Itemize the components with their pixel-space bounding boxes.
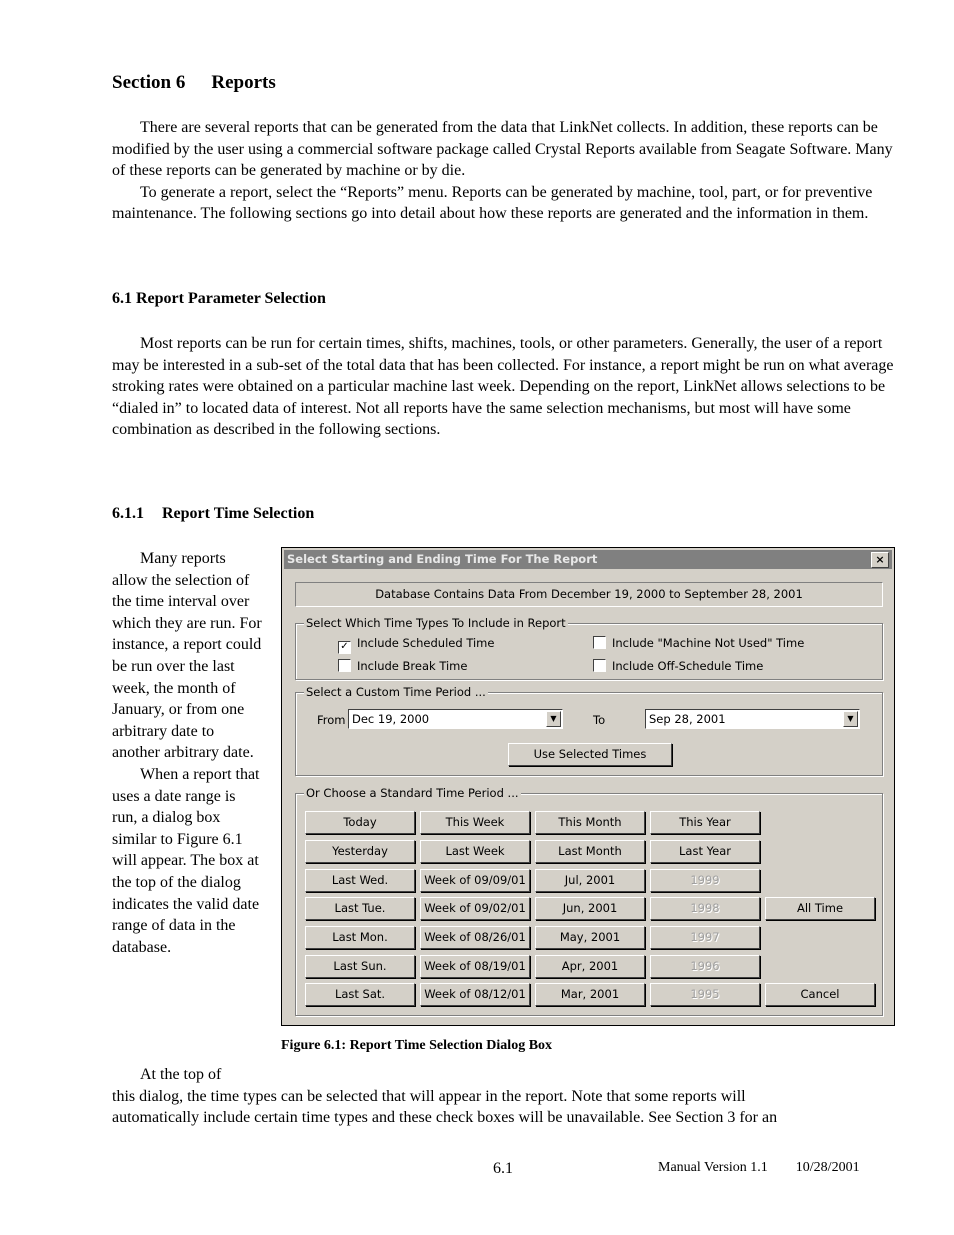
tail-line-2: this dialog, the time types can be selected that will appear in the report. Note that some reports will [112, 1087, 746, 1105]
checkbox-box [593, 636, 606, 649]
time-types-group [295, 616, 883, 680]
cancel-button[interactable]: Cancel [765, 983, 875, 1006]
period-button-col3-6[interactable]: Mar, 2001 [535, 983, 645, 1006]
to-date-value: Sep 28, 2001 [649, 712, 726, 726]
subsection-6-1-1-heading [112, 505, 314, 523]
include-off-schedule-checkbox[interactable] [593, 659, 763, 673]
manual-version: Manual Version 1.1 [658, 1160, 768, 1175]
footer-version [658, 1160, 860, 1176]
checkbox-box [593, 659, 606, 672]
from-date-value: Dec 19, 2000 [352, 712, 430, 726]
period-button-col3-4[interactable]: May, 2001 [535, 926, 645, 949]
time-types-label: Select Which Time Types To Include in Report [306, 616, 566, 630]
to-label: To [593, 713, 606, 727]
custom-period-group [295, 685, 883, 776]
include-not-used-checkbox[interactable] [593, 636, 804, 650]
period-button-col2-3[interactable]: Week of 09/02/01 [420, 897, 530, 920]
period-button-col3-5[interactable]: Apr, 2001 [535, 955, 645, 978]
checkbox-box [338, 659, 351, 672]
dialog-titlebar [284, 550, 892, 569]
all-time-button[interactable]: All Time [765, 897, 875, 920]
manual-date: 10/28/2001 [795, 1160, 860, 1175]
subsection-6-1-text [112, 333, 904, 441]
period-button-col2-5[interactable]: Week of 08/19/01 [420, 955, 530, 978]
tail-text [112, 1064, 912, 1129]
checkbox-label: Include Break Time [357, 659, 468, 673]
checkbox-label: Include "Machine Not Used" Time [612, 636, 805, 650]
standard-period-group [295, 786, 883, 1016]
include-scheduled-checkbox[interactable] [338, 636, 494, 654]
close-icon[interactable]: × [871, 552, 889, 568]
period-button-col2-2[interactable]: Week of 09/09/01 [420, 869, 530, 892]
custom-period-label: Select a Custom Time Period ... [306, 685, 486, 699]
period-button-col1-3[interactable]: Last Tue. [305, 897, 415, 920]
period-button-col2-0[interactable]: This Week [420, 811, 530, 834]
subsection-number: 6.1.1 [112, 505, 144, 522]
checkbox-box: ✓ [338, 641, 351, 654]
period-button-col3-3[interactable]: Jun, 2001 [535, 897, 645, 920]
include-break-checkbox[interactable] [338, 659, 467, 673]
subsection-6-1-paragraph: Most reports can be run for certain times, shifts, machines, tools, or other parameters. Generally, the user of a report may be interested in a sub-set of the total data that has been collected. For instance, a report might be run on what average stroking rates were obtained on a particular machine last week. Depending on the report, LinkNet allows selections to be “dialed in” to located data of interest. Not all reports have the same selection mechanisms, but most will have some combination as described in the following sections. [112, 335, 894, 439]
checkbox-label: Include Off-Schedule Time [612, 659, 764, 673]
page-number: 6.1 [493, 1160, 513, 1177]
tail-line-1: At the top of [140, 1066, 222, 1083]
period-button-col1-4[interactable]: Last Mon. [305, 926, 415, 949]
chevron-down-icon[interactable]: ▼ [843, 711, 858, 727]
use-selected-times-button[interactable]: Use Selected Times [508, 743, 672, 766]
period-button-col2-6[interactable]: Week of 08/12/01 [420, 983, 530, 1006]
period-button-col3-0[interactable]: This Month [535, 811, 645, 834]
time-selection-dialog [281, 547, 895, 1026]
section-title: Reports [211, 72, 276, 93]
period-button-col2-1[interactable]: Last Week [420, 840, 530, 863]
period-button-col4-4: 1997 [650, 926, 760, 949]
period-button-col4-0[interactable]: This Year [650, 811, 760, 834]
date-range-info: Database Contains Data From December 19, 2000 to September 28, 2001 [295, 582, 883, 607]
period-button-col3-1[interactable]: Last Month [535, 840, 645, 863]
period-button-col1-5[interactable]: Last Sun. [305, 955, 415, 978]
period-button-col4-5: 1996 [650, 955, 760, 978]
subsection-6-1-heading: 6.1 Report Parameter Selection [112, 290, 326, 307]
period-button-col4-3: 1998 [650, 897, 760, 920]
period-button-col1-0[interactable]: Today [305, 811, 415, 834]
figure-caption: Figure 6.1: Report Time Selection Dialog Box [281, 1038, 553, 1053]
period-button-col3-2[interactable]: Jul, 2001 [535, 869, 645, 892]
period-button-col4-2: 1999 [650, 869, 760, 892]
to-date-select[interactable] [645, 709, 860, 729]
period-button-col1-2[interactable]: Last Wed. [305, 869, 415, 892]
subsection-title: Report Time Selection [162, 505, 315, 522]
period-button-col1-1[interactable]: Yesterday [305, 840, 415, 863]
side-paragraph-1: Many reports allow the selection of the time interval over which they are run. For instance, a report could be run over the last week, the month of January, or from one arbitrary date to another arbitrary date. [112, 550, 262, 762]
from-label: From [317, 713, 346, 727]
period-button-col4-1[interactable]: Last Year [650, 840, 760, 863]
side-paragraph-2: When a report that uses a date range is run, a dialog box similar to Figure 6.1 will appear. The box at the top of the dialog indicates the valid date range of data in the database. [112, 765, 260, 956]
period-button-col4-6: 1995 [650, 983, 760, 1006]
side-text-column [112, 548, 262, 958]
period-button-col1-6[interactable]: Last Sat. [305, 983, 415, 1006]
chevron-down-icon[interactable]: ▼ [546, 711, 561, 727]
tail-line-3: automatically include certain time types and these check boxes will be unavailable. See Section 3 for an [112, 1109, 778, 1127]
from-date-select[interactable] [348, 709, 563, 729]
dialog-title: Select Starting and Ending Time For The Report [287, 552, 598, 566]
checkbox-label: Include Scheduled Time [357, 636, 495, 650]
intro-paragraph-1: There are several reports that can be generated from the data that LinkNet collects. In addition, these reports can be modified by the user using a commercial software package called Crystal Reports available from Seagate Software. Many of these reports can be generated by machine or by die. [112, 119, 893, 180]
section-number: Section 6 [112, 72, 186, 93]
intro-paragraph-2: To generate a report, select the “Reports” menu. Reports can be generated by machine, tool, part, or for preventive maintenance. The following sections go into detail about how these reports are generated and the information in them. [112, 183, 873, 223]
standard-period-label: Or Choose a Standard Time Period ... [306, 786, 519, 800]
period-button-col2-4[interactable]: Week of 08/26/01 [420, 926, 530, 949]
section-heading [112, 72, 276, 94]
intro-text [112, 117, 902, 225]
